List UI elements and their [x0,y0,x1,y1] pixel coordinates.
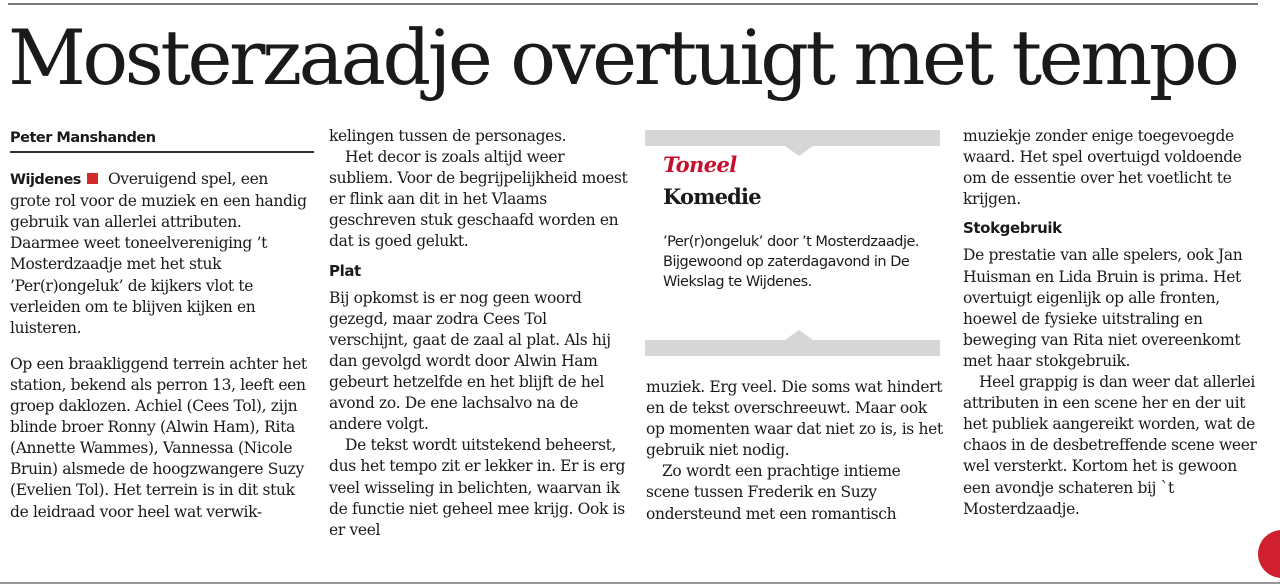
info-box-top-bar [645,130,940,146]
info-box-bottom-notch [785,330,813,340]
dateline: Wijdenes [10,172,81,189]
body-paragraph: Bij opkomst is er nog geen woord gezegd, maar zodra Cees Tol verschijnt, gaat de zaal al plat. Als hij dan gevolgd wordt door Alwin Ham gebeurt hetzelfde en het blijft de hel avond zo. De ene lachsalvo na de andere volgt. [329,288,611,434]
body-paragraph: kelingen tussen de personages. [329,127,567,145]
info-box [645,130,940,358]
body-paragraph: Heel grappig is dan weer dat allerlei attributen in een scene her en der uit het publiek aangereikt worden, wat de chaos in de desbetreffende scene weer wel versterkt. Kortom het is gewoon een avondje schateren bij `t Mosterdzaadje. [963,373,1257,518]
subheading-plat: Plat [329,261,361,280]
article-column-2 [329,126,629,541]
info-box-top-notch [785,146,813,156]
body-paragraph: De tekst wordt uitstekend beheerst, dus het tempo zit er lekker in. Er is erg veel wisseling in belichten, waarvan ik de functie niet geheel mee krijg. Ook is er veel [329,436,626,539]
article-column-4 [963,126,1263,520]
bottom-rule [0,582,1280,584]
body-paragraph: De prestatie van alle spelers, ook Jan Huisman en Lida Bruin is prima. Het overtuigt eigenlijk op alle fronten, hoewel de fysieke uitstraling en beweging van Rita niet overeenkomt met haar stokgebruik. [963,246,1243,370]
lead-paragraph [10,169,310,339]
top-rule [8,3,1258,5]
info-box-bottom-bar [645,340,940,356]
info-box-text: ’Per(r)ongeluk’ door ’t Mosterdzaadje. Bijgewoond op zaterdagavond in De Wiekslag te Wijdenes. [663,234,920,290]
body-paragraph: Op een braakliggend terrein achter het station, bekend als perron 13, leeft een groep daklozen. Achiel (Cees Tol), zijn blinde broer Ronny (Alwin Ham), Rita (Annette Wammes), Vannessa (Nicole Bruin) alsmede de hoogzwangere Suzy (Evelien Tol). Het terrein is in dit stuk de leidraad voor heel wat verwik- [10,354,307,521]
corner-badge-icon [1258,530,1280,578]
headline: Mosterzaadje overtuigt met tempo [8,13,1237,102]
subheading-stokgebruik: Stokgebruik [963,219,1062,238]
info-box-kicker: Toneel [663,152,737,177]
body-paragraph: Zo wordt een prachtige intieme scene tussen Frederik en Suzy ondersteund met een romantisch [646,462,901,523]
article-column-3 [646,377,946,525]
body-paragraph: Het decor is zoals altijd weer subliem. Voor de begrijpelijkheid moest er flink aan dit in het Vlaams geschreven stuk geschaafd worden en dat is goed gelukt. [329,148,628,251]
author-byline: Peter Manshanden [10,128,314,153]
info-box-title: Komedie [663,184,761,209]
body-paragraph: muziekje zonder enige toegevoegde waard. Het spel overtuigd voldoende om de essentie over het voetlicht te krijgen. [963,127,1242,209]
lead-text: Overuigend spel, een grote rol voor de muziek en een handig gebruik van allerlei attributen. Daarmee weet toneelvereniging ’t Mosterdzaadje met het stuk ’Per(r)ongeluk’ de kijkers vlot te verleiden om te blijven kijken en luisteren. [10,170,307,337]
red-square-icon [87,173,98,184]
body-paragraph: muziek. Erg veel. Die soms wat hindert en de tekst overschreeuwt. Maar ook op momenten waar dat niet zo is, is het gebruik niet nodig. [646,378,943,460]
article-column-1 [10,128,310,523]
